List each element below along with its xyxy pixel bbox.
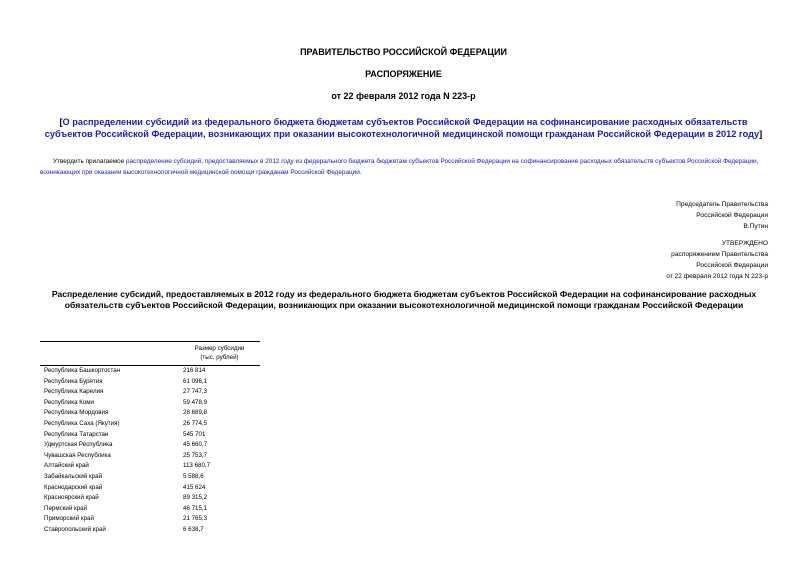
subsidy-amount: 89 315,2	[183, 494, 208, 502]
approval-block	[518, 238, 768, 282]
table-row	[40, 430, 260, 441]
subsidy-amount: 28 689,8	[183, 409, 208, 417]
subsidy-amount: 27 747,3	[183, 388, 208, 396]
region-name: Краснодарский край	[44, 483, 103, 491]
subsidy-amount: 5 588,6	[183, 472, 204, 480]
intro-suffix: .	[359, 169, 362, 176]
table-header-row	[40, 342, 260, 366]
amount-column-header: Размер субсидии (тыс. рублей)	[179, 342, 260, 366]
title-open-bracket: [	[59, 117, 63, 127]
region-name: Республика Коми	[44, 398, 94, 406]
signature-organization: Российской Федерации	[696, 212, 768, 219]
region-name: Удмуртская Республика	[44, 441, 113, 449]
document-date-number: от 22 февраля 2012 года N 223-р	[331, 91, 476, 101]
approval-date: от 22 февраля 2012 года N 223-р	[666, 273, 768, 280]
intro-paragraph	[40, 156, 768, 178]
subsidy-amount: 61 096,1	[183, 377, 208, 385]
subsidy-amount: 45 660,7	[183, 441, 208, 449]
subsidy-amount: 21 765,3	[183, 515, 208, 523]
table-row	[40, 461, 260, 472]
document-title	[40, 116, 767, 140]
subsidy-amount: 415 624	[183, 483, 206, 491]
title-close-bracket: ]	[759, 129, 763, 139]
subsidy-amount: 216 814	[183, 367, 206, 374]
region-name: Забайкальский край	[44, 472, 103, 480]
region-name: Алтайский край	[44, 462, 89, 470]
region-name: Приморский край	[44, 515, 94, 523]
region-name: Ставропольский край	[44, 525, 106, 533]
region-name: Чувашская Республика	[44, 451, 111, 459]
intro-prefix: Утвердить прилагаемое	[53, 158, 127, 165]
region-name: Республика Башкортостан	[44, 367, 121, 374]
region-name: Республика Карелия	[44, 388, 104, 396]
subsidy-amount: 113 680,7	[183, 462, 211, 470]
region-name: Красноярский край	[44, 494, 99, 502]
table-row	[40, 419, 260, 430]
table-row	[40, 525, 260, 536]
table-row	[40, 377, 260, 388]
document-title-link[interactable]: О распределении субсидий из федерального бюджета бюджетам субъектов Российской Федерации на софинансирование расходных обязательств субъектов Российской Федерации, возникающих при оказании высокотехнологичной медицинской помощи гражданам Российской Федерации в 2012 году	[44, 117, 760, 139]
approval-line-3: Российской Федерации	[696, 262, 768, 269]
document-type-heading: РАСПОРЯЖЕНИЕ	[365, 69, 442, 79]
table-row	[40, 387, 260, 398]
subsidy-amount: 26 774,5	[183, 419, 208, 427]
subsidy-table	[40, 341, 260, 536]
table-row	[40, 398, 260, 409]
table-row	[40, 493, 260, 504]
signature-position: Председатель Правительства	[676, 201, 768, 208]
table-row	[40, 504, 260, 515]
table-row	[40, 514, 260, 525]
region-name: Республика Саха (Якутия)	[44, 419, 120, 427]
signature-block	[518, 199, 768, 232]
distribution-title: Распределение субсидий, предоставляемых в 2012 году из федерального бюджета бюджетам субъектов Российской Федерации на софинансирование расходных обязательств субъектов Российской Федерации, возникающих при оказании высокотехнологичной медицинской помощи гражданам Российской Федерации	[51, 289, 757, 310]
table-row	[40, 472, 260, 483]
table-row	[40, 451, 260, 462]
distribution-link[interactable]: распределение субсидий, предоставляемых в 2012 году из федерального бюджета бюджетам субъектов Российской Федерации на софинансирование расходных обязательств субъектов Российской Федерации, возникающих при оказании высокотехнологичной медицинской помощи гражданам Российской Федерации	[40, 158, 759, 176]
table-row	[40, 366, 260, 377]
approval-line-2: распоряжением Правительства	[671, 251, 768, 258]
table-row	[40, 440, 260, 451]
region-name: Республика Бурятия	[44, 377, 103, 385]
subsidy-amount: 6 638,7	[183, 525, 204, 533]
subsidy-amount: 46 715,1	[183, 504, 208, 512]
subsidy-amount: 25 753,7	[183, 451, 208, 459]
signature-name: В.Путин	[743, 223, 768, 230]
region-name: Республика Мордовия	[44, 409, 109, 417]
table-row	[40, 408, 260, 419]
region-name: Республика Татарстан	[44, 430, 109, 438]
subsidy-amount: 545 701	[183, 430, 206, 438]
table-row	[40, 483, 260, 494]
approval-label: УТВЕРЖДЕНО	[721, 240, 768, 247]
region-column-header	[40, 342, 179, 366]
region-name: Пермский край	[44, 504, 88, 512]
subsidy-amount: 59 478,9	[183, 398, 208, 406]
government-heading: ПРАВИТЕЛЬСТВО РОССИЙСКОЙ ФЕДЕРАЦИИ	[300, 47, 507, 57]
